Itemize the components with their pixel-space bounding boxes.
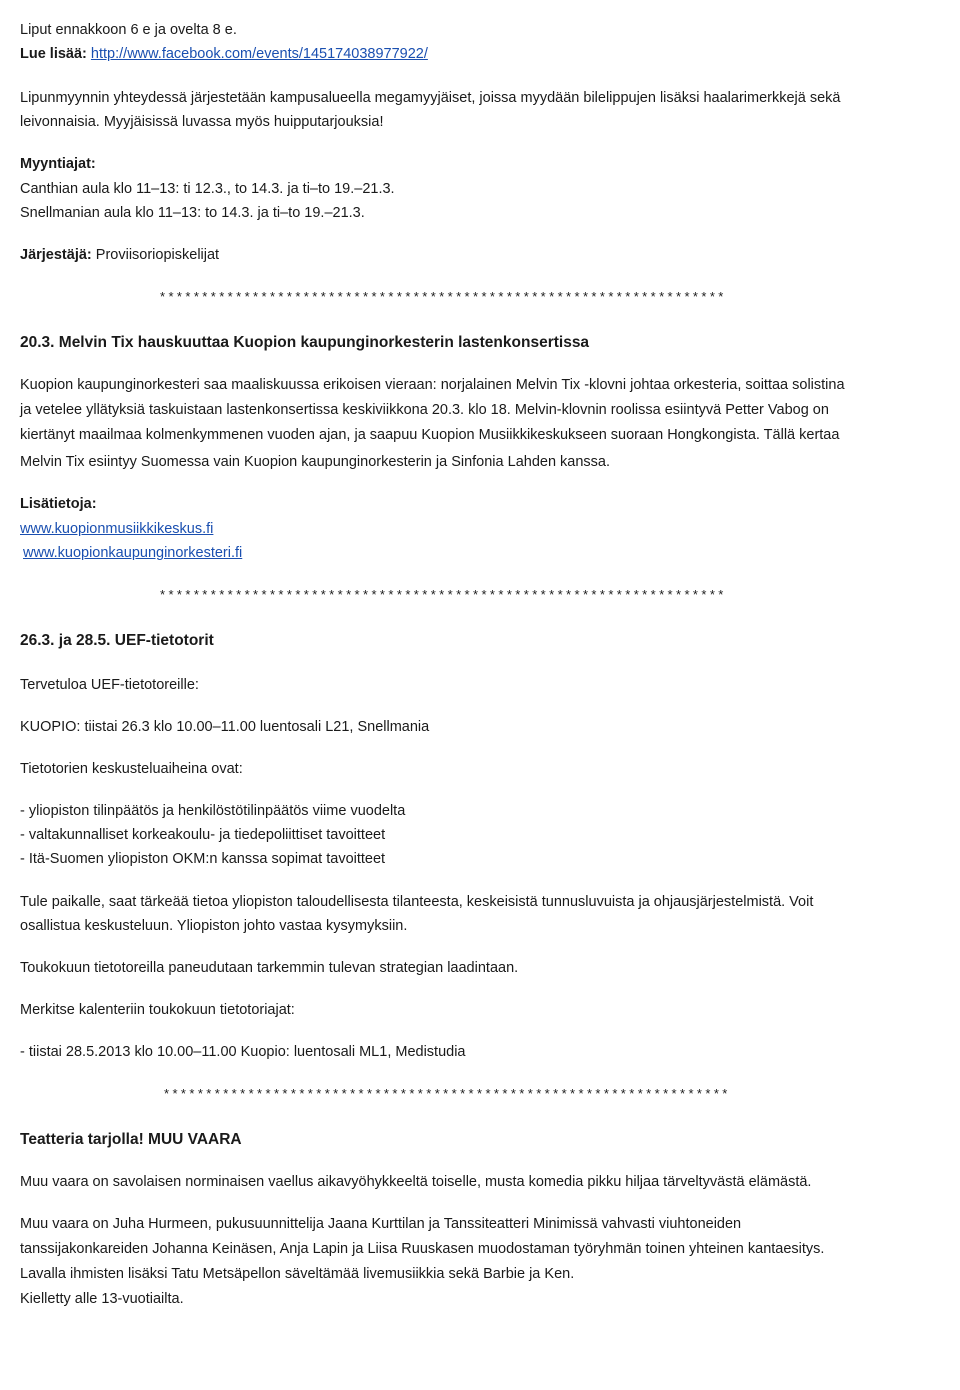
tietotori-may-date: - tiistai 28.5.2013 klo 10.00–11.00 Kuopio: luentosali ML1, Medistudia <box>20 1044 466 1060</box>
sales-times-snellmania: Snellmanian aula klo 11–13: to 14.3. ja ti–to 19.–21.3. <box>20 205 365 221</box>
separator-2: ******************************************************************* <box>160 587 727 602</box>
concert-line-3: kiertänyt maailmaa kolmenkymmenen vuoden ajan, ja saapuu Kuopion Musiikkikeskukseen suoraan Hongkongista. Tällä kertaa <box>20 427 840 443</box>
more-info-label: Lisätietoja: <box>20 496 97 512</box>
separator-1: ******************************************************************* <box>160 289 727 304</box>
sales-paragraph-line-2: leivonnaisia. Myyjäisissä luvassa myös huipputarjouksia! <box>20 114 384 130</box>
list-item: - yliopiston tilinpäätös ja henkilöstötilinpäätös viime vuodelta <box>20 803 406 819</box>
tietotori-mark-calendar: Merkitse kalenteriin toukokuun tietotoriajat: <box>20 1002 295 1018</box>
kaupunginorkesteri-link[interactable]: www.kuopionkaupunginorkesteri.fi <box>23 545 243 561</box>
tietotori-topics-intro: Tietotorien keskusteluaiheina ovat: <box>20 761 243 777</box>
organizer-value: Proviisoriopiskelijat <box>95 247 220 263</box>
concert-title: 20.3. Melvin Tix hauskuuttaa Kuopion kaupunginorkesterin lastenkonsertissa <box>20 334 590 351</box>
theatre-line-3: tanssijakonkareiden Johanna Keinäsen, Anja Lapin ja Liisa Ruuskasen muodostaman työryhmän toinen yhteinen kantaesitys. <box>20 1241 825 1257</box>
theatre-title: Teatteria tarjolla! MUU VAARA <box>20 1131 242 1148</box>
list-item: - valtakunnalliset korkeakoulu- ja tiedepoliittiset tavoitteet <box>20 827 386 843</box>
list-item: - Itä-Suomen yliopiston OKM:n kanssa sopimat tavoitteet <box>20 851 386 867</box>
sales-times-label: Myyntiajat: <box>20 156 96 172</box>
musiikkikeskus-link[interactable]: www.kuopionmusiikkikeskus.fi <box>20 521 214 537</box>
facebook-event-link[interactable]: http://www.facebook.com/events/145174038977922/ <box>90 46 428 62</box>
concert-line-4: Melvin Tix esiintyy Suomessa vain Kuopion kaupunginorkesterin ja Sinfonia Lahden kanssa. <box>20 454 611 470</box>
musiikkikeskus-link-line <box>20 519 213 539</box>
kaupunginorkesteri-link-line <box>23 543 242 563</box>
concert-line-1: Kuopion kaupunginorkesteri saa maaliskuussa erikoisen vieraan: norjalainen Melvin Tix -klovni johtaa orkesteria, soittaa solistina <box>20 377 845 393</box>
concert-line-2: ja vetelee yllätyksiä taskuistaan lastenkonsertissa keskiviikkona 20.3. klo 18. Melvin-klovnin roolissa esiintyvä Petter Vabog on <box>20 402 829 418</box>
sales-times-canthia: Canthian aula klo 11–13: ti 12.3., to 14.3. ja ti–to 19.–21.3. <box>20 181 395 197</box>
organizer-line <box>20 245 219 265</box>
tietotori-may-text: Toukokuun tietotoreilla paneudutaan tarkemmin tulevan strategian laadintaan. <box>20 960 519 976</box>
tietotori-title: 26.3. ja 28.5. UEF-tietotorit <box>20 632 214 649</box>
read-more-line <box>20 44 428 64</box>
theatre-line-5: Kielletty alle 13-vuotiailta. <box>20 1291 184 1307</box>
theatre-line-2: Muu vaara on Juha Hurmeen, pukusuunnittelija Jaana Kurttilan ja Tanssiteatteri Minimissä vahvasti viuhtoneiden <box>20 1216 742 1232</box>
tietotori-welcome: Tervetuloa UEF-tietotoreille: <box>20 677 199 693</box>
tietotori-come-line-2: osallistua keskusteluun. Yliopiston johto vastaa kysymyksiin. <box>20 918 408 934</box>
tietotori-come-line-1: Tule paikalle, saat tärkeää tietoa yliopiston taloudellisesta tilanteesta, keskeisistä tunnusluvuista ja ohjausjärjestelmistä. Voit <box>20 894 814 910</box>
tickets-text: Liput ennakkoon 6 e ja ovelta 8 e. <box>20 22 237 38</box>
theatre-line-1: Muu vaara on savolaisen norminaisen vaellus aikavyöhykkeeltä toiselle, musta komedia pikku hiljaa tärveltyvästä elämästä. <box>20 1174 812 1190</box>
tietotori-kuopio: KUOPIO: tiistai 26.3 klo 10.00–11.00 luentosali L21, Snellmania <box>20 719 430 735</box>
separator-3: ******************************************************************* <box>164 1086 731 1101</box>
organizer-label: Järjestäjä: <box>20 247 92 263</box>
read-more-label: Lue lisää: <box>20 46 87 62</box>
sales-paragraph-line-1: Lipunmyynnin yhteydessä järjestetään kampusalueella megamyyjäiset, joissa myydään bilelippujen lisäksi haalarimerkkejä sekä <box>20 90 841 106</box>
theatre-line-4: Lavalla ihmisten lisäksi Tatu Metsäpellon säveltämää livemusiikkia sekä Barbie ja Ken. <box>20 1266 575 1282</box>
